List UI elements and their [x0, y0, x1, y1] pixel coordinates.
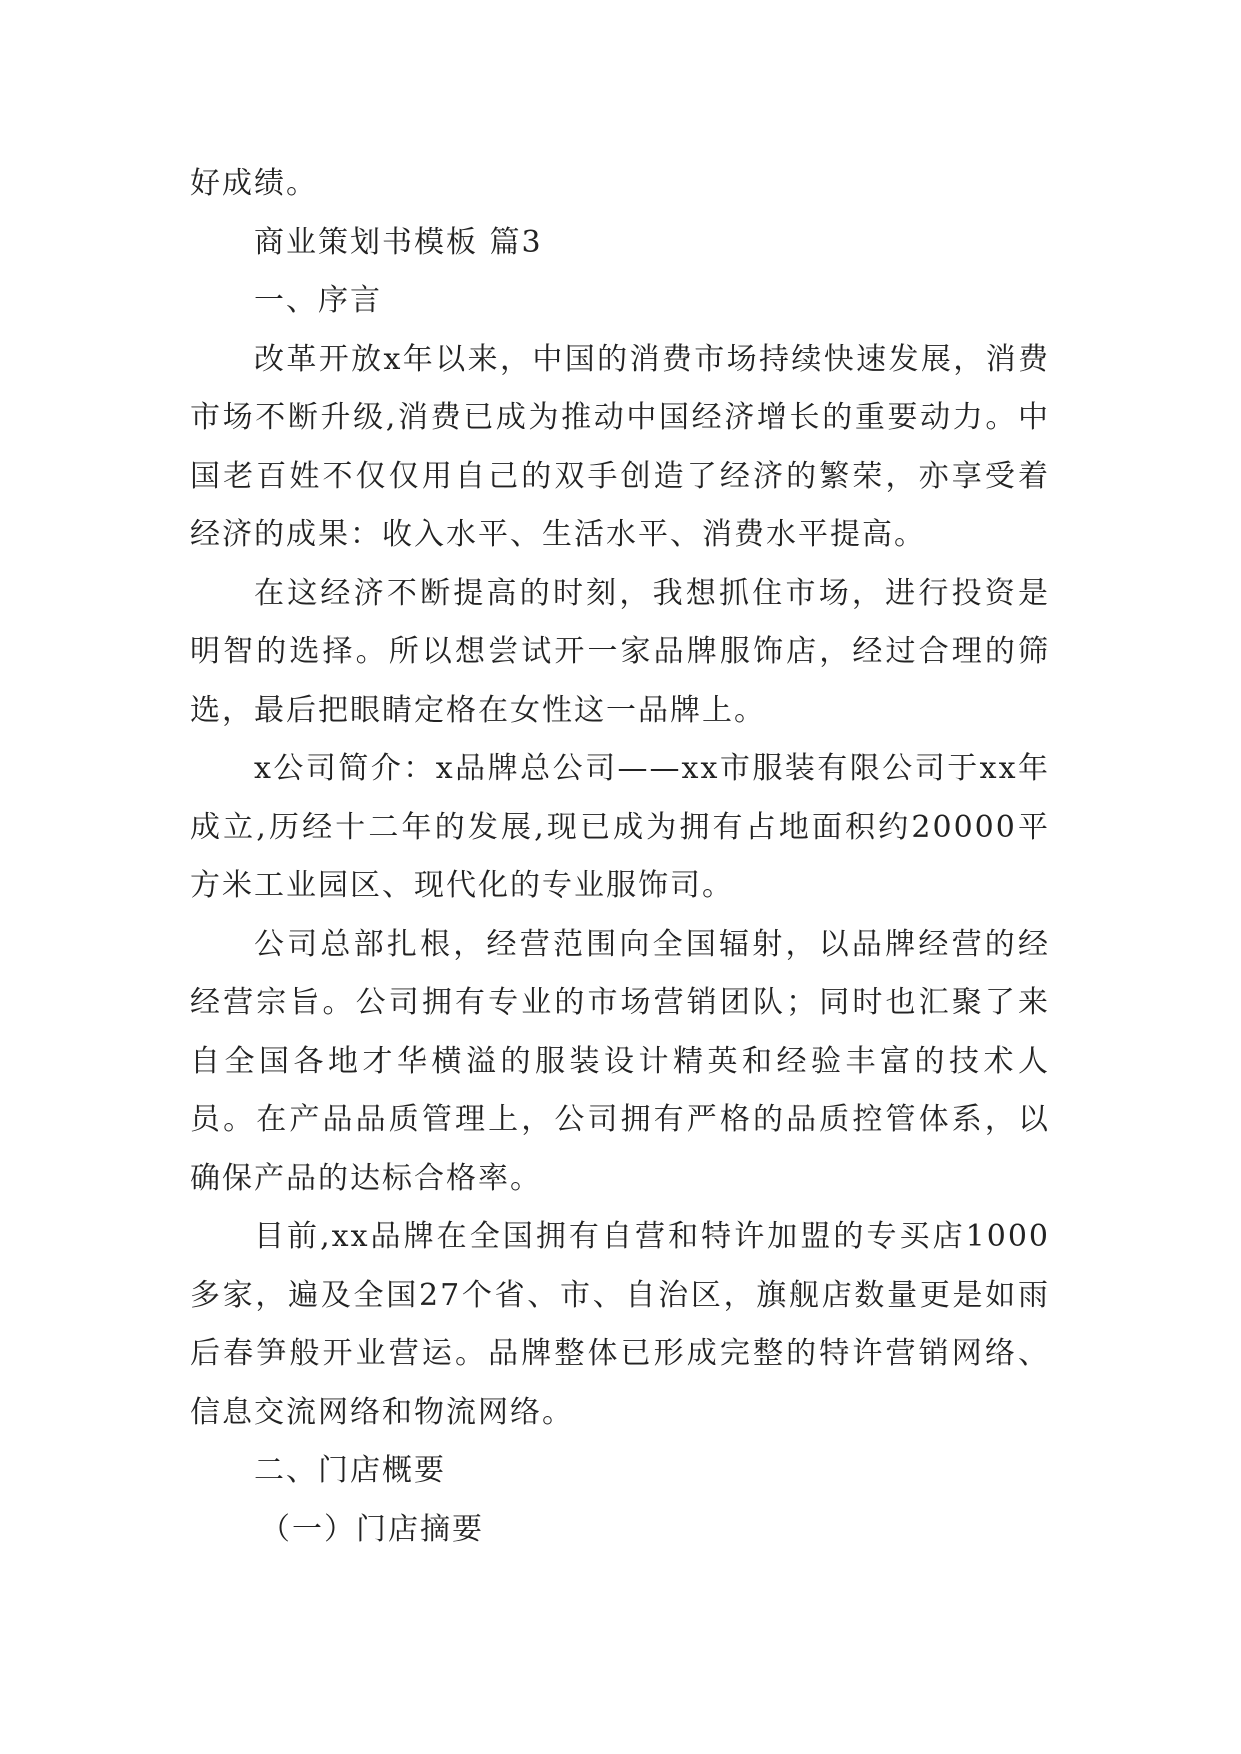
- paragraph: x公司简介：x品牌总公司——xx市服装有限公司于xx年成立,历经十二年的发展,现已成为拥有占地面积约20000平方米工业园区、现代化的专业服饰司。: [190, 751, 1050, 903]
- paragraph: 在这经济不断提高的时刻，我想抓住市场，进行投资是明智的选择。所以想尝试开一家品牌服饰店，经过合理的筛选，最后把眼睛定格在女性这一品牌上。: [190, 575, 1050, 728]
- paragraph: 目前,xx品牌在全国拥有自营和特许加盟的专买店1000多家，遍及全国27个省、市、自治区，旗舰店数量更是如雨后春笋般开业营运。品牌整体已形成完整的特许营销网络、信息交流网络和物流网络。: [190, 1219, 1050, 1430]
- document-body: [190, 155, 1050, 1559]
- heading-preface: 一、序言: [254, 283, 382, 318]
- paragraph: 改革开放x年以来，中国的消费市场持续快速发展，消费市场不断升级,消费已成为推动中国经济增长的重要动力。中国老百姓不仅仅用自己的双手创造了经济的繁荣，亦享受着经济的成果：收入水平、生活水平、消费水平提高。: [190, 341, 1050, 552]
- subheading-store-summary: （一）门店摘要: [260, 1511, 484, 1547]
- paragraph-continuation: 好成绩。: [190, 166, 318, 201]
- heading-store-overview: 二、门店概要: [254, 1453, 446, 1488]
- paragraph: 公司总部扎根，经营范围向全国辐射，以品牌经营的经经营宗旨。公司拥有专业的市场营销团队；同时也汇聚了来自全国各地才华横溢的服装设计精英和经验丰富的技术人员。在产品品质管理上，公司拥有严格的品质控管体系，以确保产品的达标合格率。: [190, 926, 1050, 1196]
- section-title: 商业策划书模板 篇3: [254, 224, 543, 260]
